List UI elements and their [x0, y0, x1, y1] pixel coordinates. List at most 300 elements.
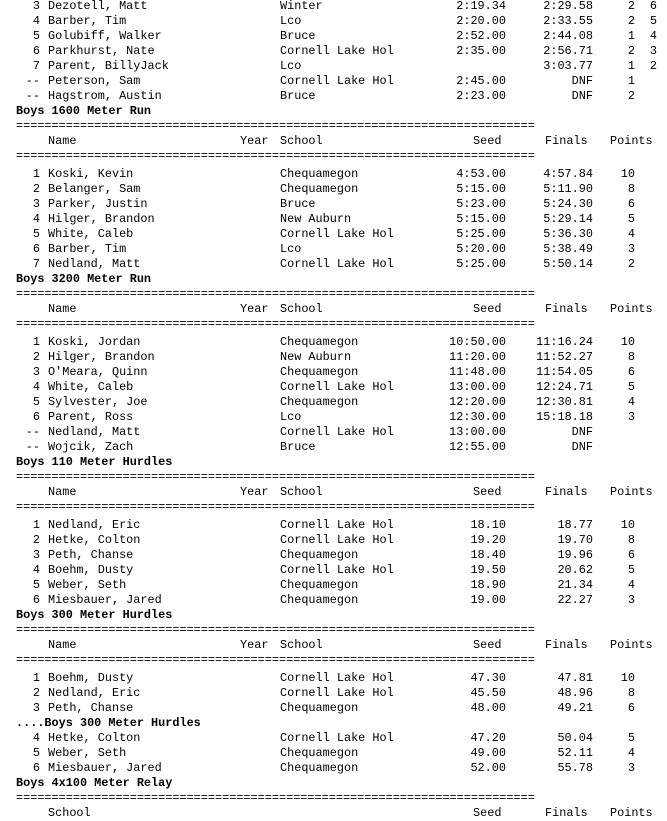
result-row — [0, 44, 667, 59]
finals-time: 49.21 — [557, 701, 593, 715]
athlete-name: Boehm, Dusty — [48, 671, 134, 685]
result-row — [0, 731, 667, 746]
heat-cell: 2 — [627, 89, 635, 103]
seed-time: 18.90 — [470, 578, 506, 592]
place-cell: 2 — [32, 350, 40, 364]
place-cell: 2 — [32, 686, 40, 700]
separator-text: ========================================================================= — [16, 653, 535, 667]
place-cell: 7 — [32, 59, 40, 73]
column-header — [0, 485, 667, 500]
seed-time: 18.40 — [470, 548, 506, 562]
finals-time: 2:33.55 — [543, 14, 593, 28]
place-cell: 4 — [32, 14, 40, 28]
place-cell: 5 — [32, 29, 40, 43]
seed-time: 13:00.00 — [449, 380, 506, 394]
seed-time: 2:52.00 — [456, 29, 506, 43]
finals-time: 5:38.49 — [543, 242, 593, 256]
header-seed: Seed — [473, 638, 502, 652]
school-cell: Chequamegon — [280, 761, 359, 775]
athlete-name: Boehm, Dusty — [48, 563, 134, 577]
school-cell: New Auburn — [280, 212, 352, 226]
points-cell: 6 — [649, 0, 657, 13]
athlete-name: Sylvester, Joe — [48, 395, 148, 409]
seed-time: 19.20 — [470, 533, 506, 547]
finals-time: 47.81 — [557, 671, 593, 685]
result-row — [0, 197, 667, 212]
athlete-name: Parkhurst, Nate — [48, 44, 155, 58]
header-school: School — [280, 134, 323, 148]
points-cell: 3 — [649, 44, 657, 58]
athlete-name: Weber, Seth — [48, 578, 127, 592]
athlete-name: Parent, BillyJack — [48, 59, 169, 73]
seed-time: 5:20.00 — [456, 242, 506, 256]
seed-time: 52.00 — [470, 761, 506, 775]
result-row — [0, 227, 667, 242]
school-cell: Bruce — [280, 440, 316, 454]
school-cell: Cornell Lake Hol — [280, 686, 394, 700]
header-year: Year — [240, 134, 269, 148]
seed-time: 5:15.00 — [456, 182, 506, 196]
finals-time: 48.96 — [557, 686, 593, 700]
finals-time: 2:44.08 — [543, 29, 593, 43]
seed-time: 5:25.00 — [456, 257, 506, 271]
header-name: Name — [48, 638, 77, 652]
finals-time: DNF — [571, 425, 593, 439]
result-row — [0, 671, 667, 686]
points-cell: 6 — [627, 365, 635, 379]
athlete-name: Peth, Chanse — [48, 548, 134, 562]
school-cell: Cornell Lake Hol — [280, 671, 394, 685]
column-header — [0, 302, 667, 317]
points-cell: 4 — [627, 746, 635, 760]
continued-title — [0, 716, 667, 731]
school-cell: Winter — [280, 0, 323, 13]
place-cell: 4 — [32, 563, 40, 577]
school-cell: Chequamegon — [280, 395, 359, 409]
athlete-name: Dezotell, Matt — [48, 0, 148, 13]
finals-time: 2:29.58 — [543, 0, 593, 13]
separator-text: ========================================================================= — [16, 287, 535, 301]
separator-rule — [0, 623, 667, 638]
place-cell: 4 — [32, 212, 40, 226]
finals-time: 19.70 — [557, 533, 593, 547]
place-cell: 1 — [32, 335, 40, 349]
header-school: School — [48, 806, 91, 820]
place-cell: 5 — [32, 746, 40, 760]
place-cell: 3 — [32, 0, 40, 13]
finals-time: 11:16.24 — [536, 335, 593, 349]
athlete-name: Golubiff, Walker — [48, 29, 162, 43]
points-cell: 3 — [627, 242, 635, 256]
finals-time: 21.34 — [557, 578, 593, 592]
school-cell: Lco — [280, 14, 302, 28]
event-title — [0, 776, 667, 791]
result-row — [0, 533, 667, 548]
points-cell: 8 — [627, 686, 635, 700]
heat-cell: 1 — [627, 59, 635, 73]
seed-time: 47.30 — [470, 671, 506, 685]
header-seed: Seed — [473, 485, 502, 499]
points-cell: 10 — [620, 518, 635, 532]
seed-time: 5:23.00 — [456, 197, 506, 211]
header-name: Name — [48, 134, 77, 148]
finals-time: 11:52.27 — [536, 350, 593, 364]
place-cell: 2 — [32, 533, 40, 547]
result-row — [0, 380, 667, 395]
school-cell: Bruce — [280, 89, 316, 103]
seed-time: 4:53.00 — [456, 167, 506, 181]
school-cell: Chequamegon — [280, 578, 359, 592]
header-school: School — [280, 302, 323, 316]
school-cell: Chequamegon — [280, 335, 359, 349]
finals-time: 22.27 — [557, 593, 593, 607]
header-finals: Finals — [545, 638, 588, 652]
result-row — [0, 425, 667, 440]
place-cell: 7 — [32, 257, 40, 271]
school-cell: New Auburn — [280, 350, 352, 364]
athlete-name: Peterson, Sam — [48, 74, 141, 88]
column-header — [0, 134, 667, 149]
athlete-name: Peth, Chanse — [48, 701, 134, 715]
school-cell: Chequamegon — [280, 746, 359, 760]
column-header — [0, 638, 667, 653]
place-cell: 1 — [32, 167, 40, 181]
athlete-name: White, Caleb — [48, 380, 134, 394]
heat-cell: 2 — [627, 0, 635, 13]
place-cell: 5 — [32, 578, 40, 592]
separator-rule — [0, 149, 667, 164]
finals-time: 5:50.14 — [543, 257, 593, 271]
seed-time: 49.00 — [470, 746, 506, 760]
points-cell: 10 — [620, 167, 635, 181]
place-cell: -- — [25, 74, 40, 88]
header-points: Points — [610, 302, 653, 316]
result-row — [0, 167, 667, 182]
header-year: Year — [240, 302, 269, 316]
athlete-name: Miesbauer, Jared — [48, 593, 162, 607]
points-cell: 3 — [627, 761, 635, 775]
school-cell: Cornell Lake Hol — [280, 380, 394, 394]
finals-time: 12:30.81 — [536, 395, 593, 409]
points-cell: 8 — [627, 533, 635, 547]
school-cell: Chequamegon — [280, 593, 359, 607]
school-cell: Cornell Lake Hol — [280, 731, 394, 745]
points-cell: 5 — [627, 380, 635, 394]
header-finals: Finals — [545, 302, 588, 316]
school-cell: Cornell Lake Hol — [280, 563, 394, 577]
school-cell: Bruce — [280, 29, 316, 43]
result-row — [0, 746, 667, 761]
event-title — [0, 608, 667, 623]
points-cell: 5 — [649, 14, 657, 28]
seed-time: 47.20 — [470, 731, 506, 745]
seed-time: 2:23.00 — [456, 89, 506, 103]
points-cell: 4 — [627, 395, 635, 409]
athlete-name: Nedland, Eric — [48, 518, 141, 532]
header-finals: Finals — [545, 134, 588, 148]
points-cell: 6 — [627, 548, 635, 562]
result-row — [0, 29, 667, 44]
athlete-name: Nedland, Matt — [48, 257, 141, 271]
result-row — [0, 59, 667, 74]
result-row — [0, 440, 667, 455]
separator-rule — [0, 500, 667, 515]
separator-rule — [0, 791, 667, 806]
separator-rule — [0, 470, 667, 485]
result-row — [0, 593, 667, 608]
result-row — [0, 350, 667, 365]
continued-title-text: ....Boys 300 Meter Hurdles — [16, 716, 201, 730]
event-title-text: Boys 300 Meter Hurdles — [16, 608, 173, 622]
finals-time: 5:11.90 — [543, 182, 593, 196]
event-title-text: Boys 3200 Meter Run — [16, 272, 152, 286]
result-row — [0, 761, 667, 776]
separator-text: ========================================================================= — [16, 470, 535, 484]
seed-time: 2:19.34 — [456, 0, 506, 13]
heat-cell: 2 — [627, 44, 635, 58]
finals-time: 52.11 — [557, 746, 593, 760]
seed-time: 12:20.00 — [449, 395, 506, 409]
points-cell: 8 — [627, 182, 635, 196]
school-cell: Cornell Lake Hol — [280, 533, 394, 547]
event-title — [0, 104, 667, 119]
athlete-name: O'Meara, Quinn — [48, 365, 148, 379]
place-cell: 4 — [32, 380, 40, 394]
separator-text: ========================================================================= — [16, 623, 535, 637]
athlete-name: Koski, Jordan — [48, 335, 141, 349]
header-finals: Finals — [545, 806, 588, 820]
header-name: Name — [48, 302, 77, 316]
result-row — [0, 686, 667, 701]
school-cell: Chequamegon — [280, 167, 359, 181]
athlete-name: Nedland, Eric — [48, 686, 141, 700]
school-cell: Lco — [280, 410, 302, 424]
points-cell: 3 — [627, 593, 635, 607]
school-cell: Chequamegon — [280, 365, 359, 379]
seed-time: 5:25.00 — [456, 227, 506, 241]
points-cell: 2 — [627, 257, 635, 271]
finals-time: 11:54.05 — [536, 365, 593, 379]
result-row — [0, 701, 667, 716]
seed-time: 2:45.00 — [456, 74, 506, 88]
school-cell: Chequamegon — [280, 701, 359, 715]
result-row — [0, 182, 667, 197]
athlete-name: Hetke, Colton — [48, 533, 141, 547]
place-cell: 3 — [32, 365, 40, 379]
school-cell: Cornell Lake Hol — [280, 425, 394, 439]
finals-time: 4:57.84 — [543, 167, 593, 181]
separator-rule — [0, 653, 667, 668]
header-points: Points — [610, 806, 653, 820]
result-row — [0, 548, 667, 563]
school-cell: Cornell Lake Hol — [280, 257, 394, 271]
header-finals: Finals — [545, 485, 588, 499]
seed-time: 12:55.00 — [449, 440, 506, 454]
points-cell: 6 — [627, 197, 635, 211]
school-cell: Lco — [280, 59, 302, 73]
separator-text: ========================================================================= — [16, 119, 535, 133]
place-cell: 6 — [32, 44, 40, 58]
heat-cell: 2 — [627, 14, 635, 28]
seed-time: 2:20.00 — [456, 14, 506, 28]
place-cell: -- — [25, 425, 40, 439]
result-row — [0, 212, 667, 227]
place-cell: 3 — [32, 548, 40, 562]
result-row — [0, 14, 667, 29]
header-seed: Seed — [473, 302, 502, 316]
result-row — [0, 335, 667, 350]
points-cell: 2 — [649, 59, 657, 73]
result-row — [0, 0, 667, 14]
place-cell: 6 — [32, 593, 40, 607]
points-cell: 4 — [627, 227, 635, 241]
result-row — [0, 89, 667, 104]
event-title-text: Boys 1600 Meter Run — [16, 104, 152, 118]
athlete-name: Wojcik, Zach — [48, 440, 134, 454]
header-year: Year — [240, 485, 269, 499]
points-cell: 3 — [627, 410, 635, 424]
points-cell: 4 — [649, 29, 657, 43]
seed-time: 45.50 — [470, 686, 506, 700]
finals-time: 55.78 — [557, 761, 593, 775]
athlete-name: Nedland, Matt — [48, 425, 141, 439]
result-row — [0, 563, 667, 578]
points-cell: 10 — [620, 671, 635, 685]
heat-cell: 1 — [627, 29, 635, 43]
heat-cell: 1 — [627, 74, 635, 88]
separator-rule — [0, 119, 667, 134]
place-cell: 3 — [32, 197, 40, 211]
header-name: Name — [48, 485, 77, 499]
finals-time: 5:29.14 — [543, 212, 593, 226]
separator-text: ========================================================================= — [16, 500, 535, 514]
separator-text: ========================================================================= — [16, 317, 535, 331]
athlete-name: Hetke, Colton — [48, 731, 141, 745]
event-title — [0, 272, 667, 287]
seed-time: 12:30.00 — [449, 410, 506, 424]
place-cell: 6 — [32, 761, 40, 775]
place-cell: 6 — [32, 410, 40, 424]
points-cell: 5 — [627, 731, 635, 745]
place-cell: 1 — [32, 518, 40, 532]
event-title-text: Boys 110 Meter Hurdles — [16, 455, 173, 469]
seed-time: 19.00 — [470, 593, 506, 607]
seed-time: 11:48.00 — [449, 365, 506, 379]
result-row — [0, 257, 667, 272]
seed-time: 48.00 — [470, 701, 506, 715]
place-cell: 4 — [32, 731, 40, 745]
result-row — [0, 518, 667, 533]
header-points: Points — [610, 485, 653, 499]
finals-time: 15:18.18 — [536, 410, 593, 424]
finals-time: 5:36.30 — [543, 227, 593, 241]
points-cell: 8 — [627, 350, 635, 364]
result-row — [0, 578, 667, 593]
athlete-name: Hilger, Brandon — [48, 212, 155, 226]
athlete-name: Miesbauer, Jared — [48, 761, 162, 775]
place-cell: 2 — [32, 182, 40, 196]
seed-time: 18.10 — [470, 518, 506, 532]
result-row — [0, 395, 667, 410]
event-title-text: Boys 4x100 Meter Relay — [16, 776, 173, 790]
finals-time: 5:24.30 — [543, 197, 593, 211]
seed-time: 11:20.00 — [449, 350, 506, 364]
athlete-name: White, Caleb — [48, 227, 134, 241]
seed-time: 5:15.00 — [456, 212, 506, 226]
athlete-name: Hagstrom, Austin — [48, 89, 162, 103]
finals-time: 12:24.71 — [536, 380, 593, 394]
header-points: Points — [610, 134, 653, 148]
points-cell: 5 — [627, 212, 635, 226]
seed-time: 10:50.00 — [449, 335, 506, 349]
points-cell: 6 — [627, 701, 635, 715]
athlete-name: Hilger, Brandon — [48, 350, 155, 364]
header-year: Year — [240, 638, 269, 652]
place-cell: 3 — [32, 701, 40, 715]
separator-text: ========================================================================= — [16, 791, 535, 805]
separator-text: ========================================================================= — [16, 149, 535, 163]
seed-time: 19.50 — [470, 563, 506, 577]
finals-time: 3:03.77 — [543, 59, 593, 73]
seed-time: 2:35.00 — [456, 44, 506, 58]
finals-time: 2:56.71 — [543, 44, 593, 58]
school-cell: Chequamegon — [280, 548, 359, 562]
school-cell: Cornell Lake Hol — [280, 227, 394, 241]
column-header — [0, 806, 667, 821]
finals-time: 20.62 — [557, 563, 593, 577]
separator-rule — [0, 317, 667, 332]
school-cell: Cornell Lake Hol — [280, 518, 394, 532]
place-cell: 6 — [32, 242, 40, 256]
athlete-name: Koski, Kevin — [48, 167, 134, 181]
points-cell: 10 — [620, 335, 635, 349]
athlete-name: Weber, Seth — [48, 746, 127, 760]
place-cell: -- — [25, 440, 40, 454]
header-points: Points — [610, 638, 653, 652]
place-cell: 1 — [32, 671, 40, 685]
place-cell: -- — [25, 89, 40, 103]
result-row — [0, 365, 667, 380]
header-seed: Seed — [473, 806, 502, 820]
finals-time: 19.96 — [557, 548, 593, 562]
finals-time: 50.04 — [557, 731, 593, 745]
points-cell: 5 — [627, 563, 635, 577]
school-cell: Lco — [280, 242, 302, 256]
points-cell: 4 — [627, 578, 635, 592]
athlete-name: Barber, Tim — [48, 14, 127, 28]
athlete-name: Barber, Tim — [48, 242, 127, 256]
school-cell: Bruce — [280, 197, 316, 211]
place-cell: 5 — [32, 227, 40, 241]
school-cell: Cornell Lake Hol — [280, 44, 394, 58]
finals-time: 18.77 — [557, 518, 593, 532]
finals-time: DNF — [571, 440, 593, 454]
separator-rule — [0, 287, 667, 302]
finals-time: DNF — [571, 89, 593, 103]
result-row — [0, 74, 667, 89]
school-cell: Chequamegon — [280, 182, 359, 196]
school-cell: Cornell Lake Hol — [280, 74, 394, 88]
result-row — [0, 242, 667, 257]
athlete-name: Belanger, Sam — [48, 182, 141, 196]
header-school: School — [280, 485, 323, 499]
event-title — [0, 455, 667, 470]
finals-time: DNF — [571, 74, 593, 88]
athlete-name: Parent, Ross — [48, 410, 134, 424]
result-row — [0, 410, 667, 425]
header-school: School — [280, 638, 323, 652]
place-cell: 5 — [32, 395, 40, 409]
